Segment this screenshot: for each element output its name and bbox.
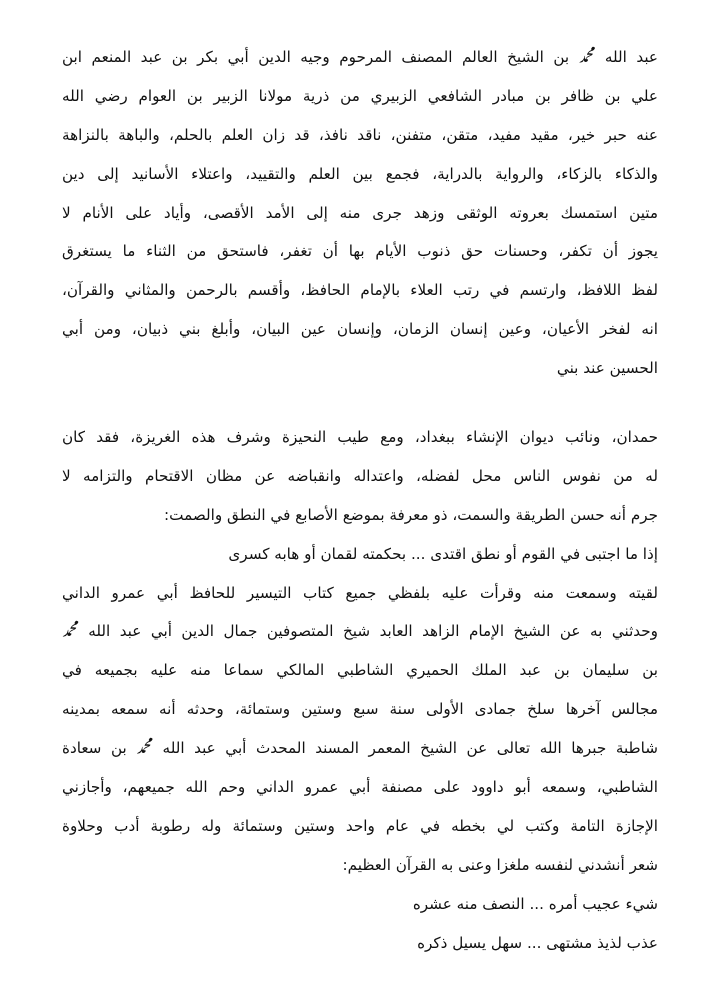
text-line: لقيته وسمعت منه وقرأت عليه بلفظي جميع كتاب التيسير للحافظ أبي عمرو الداني: [62, 583, 658, 602]
text-line: عبد الله ﷴ بن الشيخ العالم المصنف المرحوم وجيه الدين أبي بكر بن عبد المنعم ابن: [62, 48, 658, 66]
text-line: متين استمسك بعروته الوثقى وزهد جرى منه إلى الأمد الأقصى، وأياد على الأنام لا: [62, 203, 658, 222]
text-line: عنه حبر خير، مقيد مفيد، متقن، متفنن، ناقد نافذ، قد زان العلم بالحلم، والباهة بالنزاهة: [62, 125, 658, 144]
text-line: شعر أنشدني لنفسه ملغزا وعنى به القرآن العظيم:: [342, 855, 658, 874]
text-line: حمدان، ونائب ديوان الإنشاء ببغداد، ومع طيب النحيزة وشرف هذه الغريزة، فقد كان: [62, 428, 658, 447]
text-line: لفظ اللافظ، وارتسم في رتب العلاء بالإمام الحافظ، وأقسم بالرحمن والمثاني والقرآن،: [62, 281, 658, 300]
text-line: بن سليمان بن عبد الملك الحميري الشاطبي المالكي سماعا منه عليه بجميعه في: [62, 661, 658, 680]
text-line: جرم أنه حسن الطريقة والسمت، ذو معرفة بموضع الأصابع في النطق والصمت:: [164, 505, 658, 524]
text-line: علي بن ظافر بن مبادر الشافعي الزبيري من ذرية مولانا الزبير بن العوام رضي الله: [62, 86, 658, 105]
verse-line: إذا ما اجتبى في القوم أو نطق اقتدى ... بحكمته لقمان أو هابه كسرى: [228, 544, 658, 563]
verse-line: شيء عجيب أمره ... النصف منه عشره: [412, 894, 658, 913]
paragraph-gap: [62, 388, 658, 418]
text-line: شاطبة جبرها الله تعالى عن الشيخ المعمر المسند المحدث أبي عبد الله ﷴ بن سعادة: [62, 739, 658, 758]
text-line: مجالس آخرها سلخ جمادى الأولى سنة سبع وستين وستمائة، وحدثه أنه سمعه بمدينه: [62, 700, 658, 719]
text-line: انه لفخر الأعيان، وعين إنسان الزمان، وإنسان عين البيان، وأبلغ بني ذبيان، ومن أبي: [62, 320, 658, 339]
verse-line: عذب لذيذ مشتهى ... سهل يسيل ذكره: [417, 933, 658, 952]
text-line: وحدثني به عن الشيخ الإمام الزاهد العابد شيخ المتصوفين جمال الدين أبي عبد الله ﷴ: [62, 622, 658, 641]
paragraph-2: [62, 418, 658, 962]
text-line: الحسين عند بني: [556, 359, 658, 378]
paragraph-1: [62, 38, 658, 388]
text-line: والذكاء بالزكاء، والرواية بالدراية، فجمع بين العلم والتقييد، واعتلاء الأسانيد إلى دين: [62, 164, 658, 183]
text-line: له من نفوس الناس محل لفضله، واعتداله وانقباضه عن مظان الاقتحام والتزامه لا: [62, 466, 658, 485]
text-line: يجوز أن تكفر، وحسنات حق ذنوب الأيام بها أن تغفر، فاستحق من الثناء ما يستغرق: [62, 242, 658, 261]
text-line: الشاطبي، وسمعه أبو داوود على مصنفة أبي عمرو الداني وحم الله جميعهم، وأجازني: [62, 778, 658, 797]
text-line: الإجازة التامة وكتب لي بخطه في عام واحد وستين وستمائة وله رطوبة أدب وحلاوة: [62, 816, 658, 835]
